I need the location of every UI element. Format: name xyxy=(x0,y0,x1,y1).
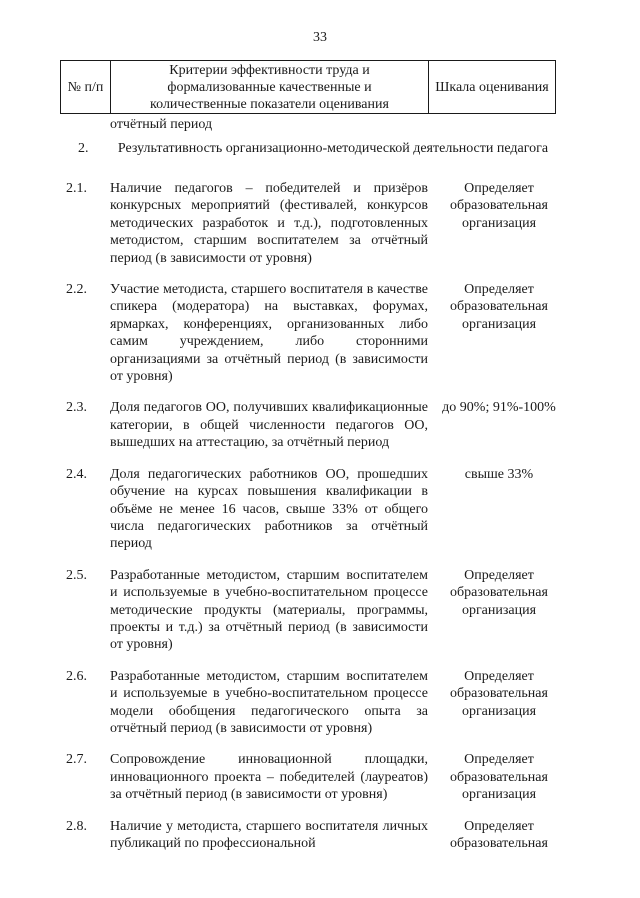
table-row xyxy=(60,180,560,267)
row-scale: свыше 33% xyxy=(464,466,534,482)
row-scale: Определяет образовательная организация xyxy=(450,567,548,618)
row-number: 2.1. xyxy=(66,181,87,196)
row-criteria: Доля педагогических работников ОО, прошедших обучение на курсах повышения квалификации в объёме не менее 16 часов, свыше 33% от общего числа педагогических работников за отчётный период xyxy=(110,466,428,552)
row-scale: Определяет образовательная организация xyxy=(450,752,548,803)
continuation-text: отчётный период xyxy=(110,117,213,132)
row-criteria: Наличие педагогов – победителей и призёров конкурсных мероприятий (фестивалей, конкурсов методических разработок и т.д.), подготовленных методистом, старшим воспитателем за отчётный период (в зависимости от уровня) xyxy=(110,181,428,266)
table-row xyxy=(60,466,560,553)
row-number: 2.8. xyxy=(66,818,87,834)
row-criteria: Участие методиста, старшего воспитателя в качестве спикера (модератора) на выставках, форумах, ярмарках, конференциях, организованных либо самим учреждением, либо сторонними организациями за отчётный период (в зависимости от уровня) xyxy=(110,282,428,385)
row-criteria: Сопровождение инновационной площадки, инновационного проекта – победителей (лауреатов) за отчётный период (в зависимости от уровня) xyxy=(110,752,428,803)
table-row xyxy=(60,751,560,803)
row-criteria: Доля педагогов ОО, получивших квалификационные категории, в общей численности педагогов ОО, вышедших на аттестацию, за отчётный период xyxy=(110,400,428,451)
row-number: 2.7. xyxy=(66,752,87,768)
page-number: 33 xyxy=(313,30,327,45)
header-criteria: Критерии эффективности труда и формализованные качественные и количественные показатели оценивания xyxy=(111,61,429,113)
row-number: 2.2. xyxy=(66,282,87,298)
table-header xyxy=(60,60,556,114)
row-scale: Определяет образовательная xyxy=(450,818,548,851)
table-row xyxy=(60,567,560,654)
row-criteria: Наличие у методиста, старшего воспитателя личных публикаций по профессиональной xyxy=(110,818,428,851)
table-row xyxy=(60,281,560,385)
row-number: 2.4. xyxy=(66,466,87,482)
row-number: 2.5. xyxy=(66,567,87,583)
table-row xyxy=(60,399,560,451)
header-num: № п/п xyxy=(61,61,111,113)
table-row xyxy=(60,668,560,738)
row-number: 2.3. xyxy=(66,400,87,416)
section-title: Результативность организационно-методической деятельности педагога xyxy=(117,141,549,156)
row-scale: Определяет образовательная организация xyxy=(450,181,548,231)
row-criteria: Разработанные методистом, старшим воспитателем и используемые в учебно-воспитательном процессе методические продукты (материалы, программы, проекты и т.д.) за отчётный период (в зависимости от уровня) xyxy=(110,567,428,653)
table-row xyxy=(60,818,560,853)
header-scale: Шкала оценивания xyxy=(435,79,549,95)
section-number: 2. xyxy=(78,141,89,156)
row-scale: до 90%; 91%-100% xyxy=(442,400,556,416)
row-scale: Определяет образовательная организация xyxy=(450,668,548,719)
section-heading xyxy=(60,140,556,157)
row-scale: Определяет образовательная организация xyxy=(450,282,548,332)
criteria-list xyxy=(60,180,560,852)
row-number: 2.6. xyxy=(66,668,87,684)
row-criteria: Разработанные методистом, старшим воспитателем и используемые в учебно-воспитательном процессе модели обобщения педагогического опыта за отчётный период (в зависимости от уровня) xyxy=(110,668,428,736)
